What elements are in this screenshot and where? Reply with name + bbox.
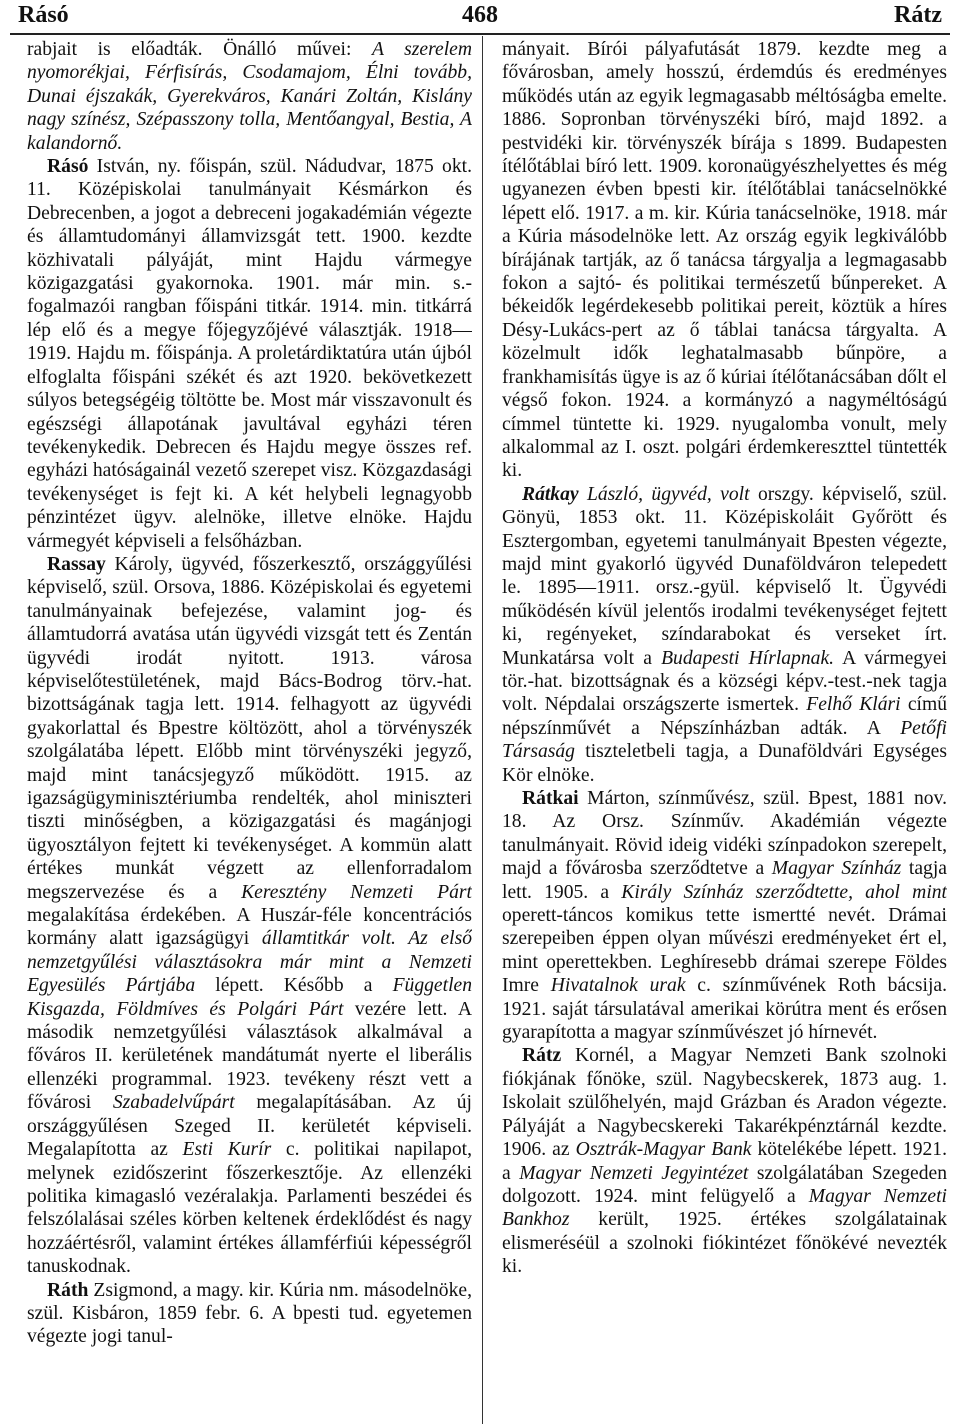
entry-paragraph	[27, 1279, 472, 1349]
italic-text: Nemzeti Egyesülés Pártjába	[27, 951, 472, 997]
body-text: megalakítása érdekében. A Huszár-féle koncentrációs kormány alatt igazságügyi	[27, 905, 472, 950]
italic-text: Osztrák-Magyar Bank	[575, 1139, 752, 1161]
italic-text: László, ügyvéd, volt	[578, 483, 758, 505]
body-text: megalapításában. Az új országgyűlésen Szeged II. kerületét képviseli. Megalapította az	[27, 1092, 472, 1161]
body-text: c. színművének Roth bácsija. 1921. saját társulatával amerikai körútra ment és erősen gyarapította a magyar színművészet jó hírnevét.	[502, 975, 947, 1044]
italic-text: Keresztény Nemzeti Párt	[241, 881, 472, 903]
body-text: Károly, ügyvéd, főszerkesztő, országgyűlési képviselő, szül. Orsova, 1886. Középiskolai és egyetemi tanulmányainak befejezése, valamint jog- és államtudorrá avatása után ügyvédi vizsgát tett és Zentán ügyvédi irodát nyitott. 1913. városa képviselőtestületének, majd Bács-Bodrog törv.-hat. bizottságának tagja lett. 1914. felhagyott az ügyvédi gyakorlattal és Bpestre költözött, ahol a törvényszék szolgálatába lépett. Előbb mint törvényszéki jegyző, majd mint tanácsjegyző működött. 1915. az igazságügyminisztériumba rendelték, ahol miniszteri tiszti minőségben, a közigazgatási és magánjogi ügyosztályon fejtett ki tevékenységet. A kommün alatt értékes munkát végzett az ellenforradalom megszervezése és a	[27, 553, 472, 903]
body-text: mányait. Bírói pályafutását 1879. kezdte meg a fővárosban, amely hosszú, érdemdús és eredményes működés után az egyik legmagasabb méltóságba emelte. 1886. Sopronban törvényszéki bíró, majd 1892. a pestvidéki kir. törvényszék bírája s 1899. Budapesten ítélőtáblai bíró lett. 1909. koronaügyészhelyettes és még ugyanezen évben bpesti kir. ítélőtáblai tanácselnökké lépett elő. 1917. a m. kir. Kúria tanácselnöke, 1918. már a Kúria másodelnöke lett. Az ország egyik legkiválóbb bírájának tartják, az ő tanácsa tárgyalja a legmagasabb fokon a sajtó- és politikai természetű bűnpereket. A békeidők legérdekesebb politikai pereit, köztük a híres Désy-Lukács-pert az ő táblai tanácsa tárgyalta. A közelmult idők leghatalmasabb bűnpöre, a frankhamisítás ügye is az ő kúriai ítélőtanácsában dőlt el végső fokon. 1924. a kormányzó a nagyméltóságú címmel tüntette ki. 1929. nyugalomba vonult, mely alkalommal az I. oszt. polgári érdemkereszttel tüntették ki.	[502, 39, 947, 482]
body-text: Zsigmond, a magy. kir. Kúria nm. másodelnöke, szül. Kisbáron, 1859 febr. 6. A bpesti tud. egyetemen végezte jogi tanul-	[27, 1279, 472, 1348]
italic-text: Magyar Nemzeti Bankhoz	[502, 1185, 947, 1231]
body-text: kötelékébe lépett. 1921. a	[502, 1139, 947, 1184]
italic-text: Magyar Színház	[771, 858, 902, 880]
entry-headword: Rásó	[47, 156, 89, 178]
body-text: Márton, színművész, szül. Bpest, 1881 nov. 18. Az Orsz. Színműv. Akadémián végezte tanulmányait. Rövid ideig vidéki színpadokon szerepelt, majd a fővárosba szerződtetve a	[502, 788, 947, 880]
body-text: rabjait is előadták. Önálló művei:	[27, 39, 372, 60]
italic-text: A szerelem nyomorékjai, Férfisírás, Csodamajom, Élni tovább, Dunai éjszakák, Gyerekváros, Kanári Zoltán, Kislány nagy színész, Szépasszony tolla, Mentőangyal, Bestia, A kalandornő.	[27, 39, 472, 154]
italic-text: államtitkár volt. Az első nemzetgyűlési választásokra már mint a	[27, 928, 472, 973]
italic-text: Esti Kurír	[182, 1139, 272, 1161]
entry-headword: Ráth	[47, 1279, 89, 1301]
entry-paragraph	[502, 787, 947, 1044]
entry-headword: Rassay	[47, 553, 106, 575]
entry-headword: Rátkay	[522, 483, 579, 505]
italic-text: Független Kisgazda, Földmíves és Polgári Párt	[27, 975, 472, 1020]
italic-text: Király Színház szerződtette, ahol mint	[621, 881, 947, 903]
header-right-keyword: Rátz	[894, 2, 942, 28]
italic-text: Szabadelvűpárt	[112, 1092, 235, 1114]
body-text: c. politikai napilapot, melynek ezidőszerint főszerkesztője. Az ellenzéki politika kimagasló vezéralakja. Parlamenti beszédei és felszólalásai széles körben keltenek érdeklődést és nagy hozzáértésről, valamint értékes államférfiúi képességről tanuskodnak.	[27, 1139, 472, 1278]
header-left-keyword: Rásó	[18, 2, 69, 28]
italic-text: Budapesti Hírlapnak.	[661, 647, 835, 669]
body-text: tiszteletbeli tagja, a Dunaföldvári Egységes Kör elnöke.	[502, 741, 947, 786]
body-text: István, ny. főispán, szül. Nádudvar, 1875 okt. 11. Középiskolai tanulmányait Késmárkon és Debrecenben, a jogot a debreceni jogakadémián végezte és államtudományi államvizsgát tett. 1900. kezdte közhivatali pályáját, mint Hajdu vármegye közigazgatási gyakornoka. 1901. már min. s.-fogalmazói rangban főispáni titkár. 1914. min. titkárrá lép elő és a megye főjegyzőjévé választják. 1918—1919. Hajdu m. főispánja. A proletárdiktatúra után újból elfoglalta főispáni székét és azt 1920. bekövetkezett súlyos betegségéig töltötte be. Most már visszavonult és egészségi állapotának javultával egyházi téren tevékenykedik. Debrecen és Hajdu megye összes ref. egyházi hatóságainál vezető szerepet visz. Közgazdasági tevékenységet is fejt ki. A két helybeli legnagyobb pénzintézet ügyv. alelnöke, illetve elnöke. Hajdu vármegyét képviseli a felsőházban.	[27, 156, 472, 552]
column-divider	[482, 36, 483, 1424]
body-text: került, 1925. értékes szolgálatainak elismeréséül a szolnoki fiókintézet főnökévé nevezték ki.	[502, 1209, 947, 1278]
entry-paragraph	[502, 483, 947, 787]
body-text: című népszínművét a Népszínházban adták. A	[502, 694, 947, 739]
entry-paragraph	[502, 1044, 947, 1278]
entry-paragraph	[27, 38, 472, 155]
italic-text: Petőfi Társaság	[502, 717, 947, 763]
body-text: operett-táncos komikus tette ismertté nevét. Drámai szerepeiben éppen olyan művészi eredményeket ért el, mint operettekben. Leghíresebb drámai szerepe Földes Imre	[502, 905, 947, 997]
entry-paragraph	[27, 155, 472, 553]
left-column	[27, 38, 472, 1423]
italic-text: Magyar Nemzeti Jegyintézet	[519, 1162, 749, 1184]
entry-headword: Rátz	[522, 1045, 562, 1067]
body-text: vezére lett. A második nemzetgyűlési választások alkalmával a főváros II. kerületének mandátumát nyerte el liberális ellenzéki programmal. 1923. tevékeny részt vett a fővárosi	[27, 998, 472, 1114]
body-text: lépett. Később a	[195, 975, 393, 997]
header-rule	[10, 33, 950, 35]
page-number: 468	[462, 2, 498, 28]
body-text: Kornél, a Magyar Nemzeti Bank szolnoki fiókjának főnöke, szül. Nagybecskerek, 1873 aug. 1. Iskolait szülőhelyén, majd Grázban és Aradon végezte. Pályáját a Nagybecskereki Takarékpénztárnál kezdte. 1906. az	[502, 1045, 947, 1161]
body-text: A vármegyei tör.-hat. bizottságnak és a községi képv.-test.-nek tagja volt. Népdalai országszerte ismertek.	[502, 647, 947, 716]
body-text: tagja lett. 1905. a	[502, 858, 947, 903]
right-column	[502, 38, 947, 1423]
body-text: szolgálatában Szegeden dolgozott. 1924. mint felügyelő a	[502, 1162, 947, 1207]
entry-paragraph	[502, 38, 947, 483]
entry-headword: Rátkai	[522, 788, 579, 809]
body-text: orszgy. képviselő, szül. Gönyü, 1853 okt. 11. Középiskoláit Győrött és Esztergomban, egyetemi tanulmányait Bpesten végezte, majd mint gyakorló ügyvéd Dunaföldváron telepedett le. 1895—1911. orsz.-gyül. képviselő lt. Ügyvédi működésén kívül jelentős irodalmi tevékenységet fejtett ki, regényeket, színdarabokat és verseket írt. Munkatársa volt a	[502, 483, 947, 669]
entry-paragraph	[27, 553, 472, 1279]
italic-text: Felhő Klári	[806, 694, 901, 716]
italic-text: Hivatalnok urak	[550, 975, 686, 997]
